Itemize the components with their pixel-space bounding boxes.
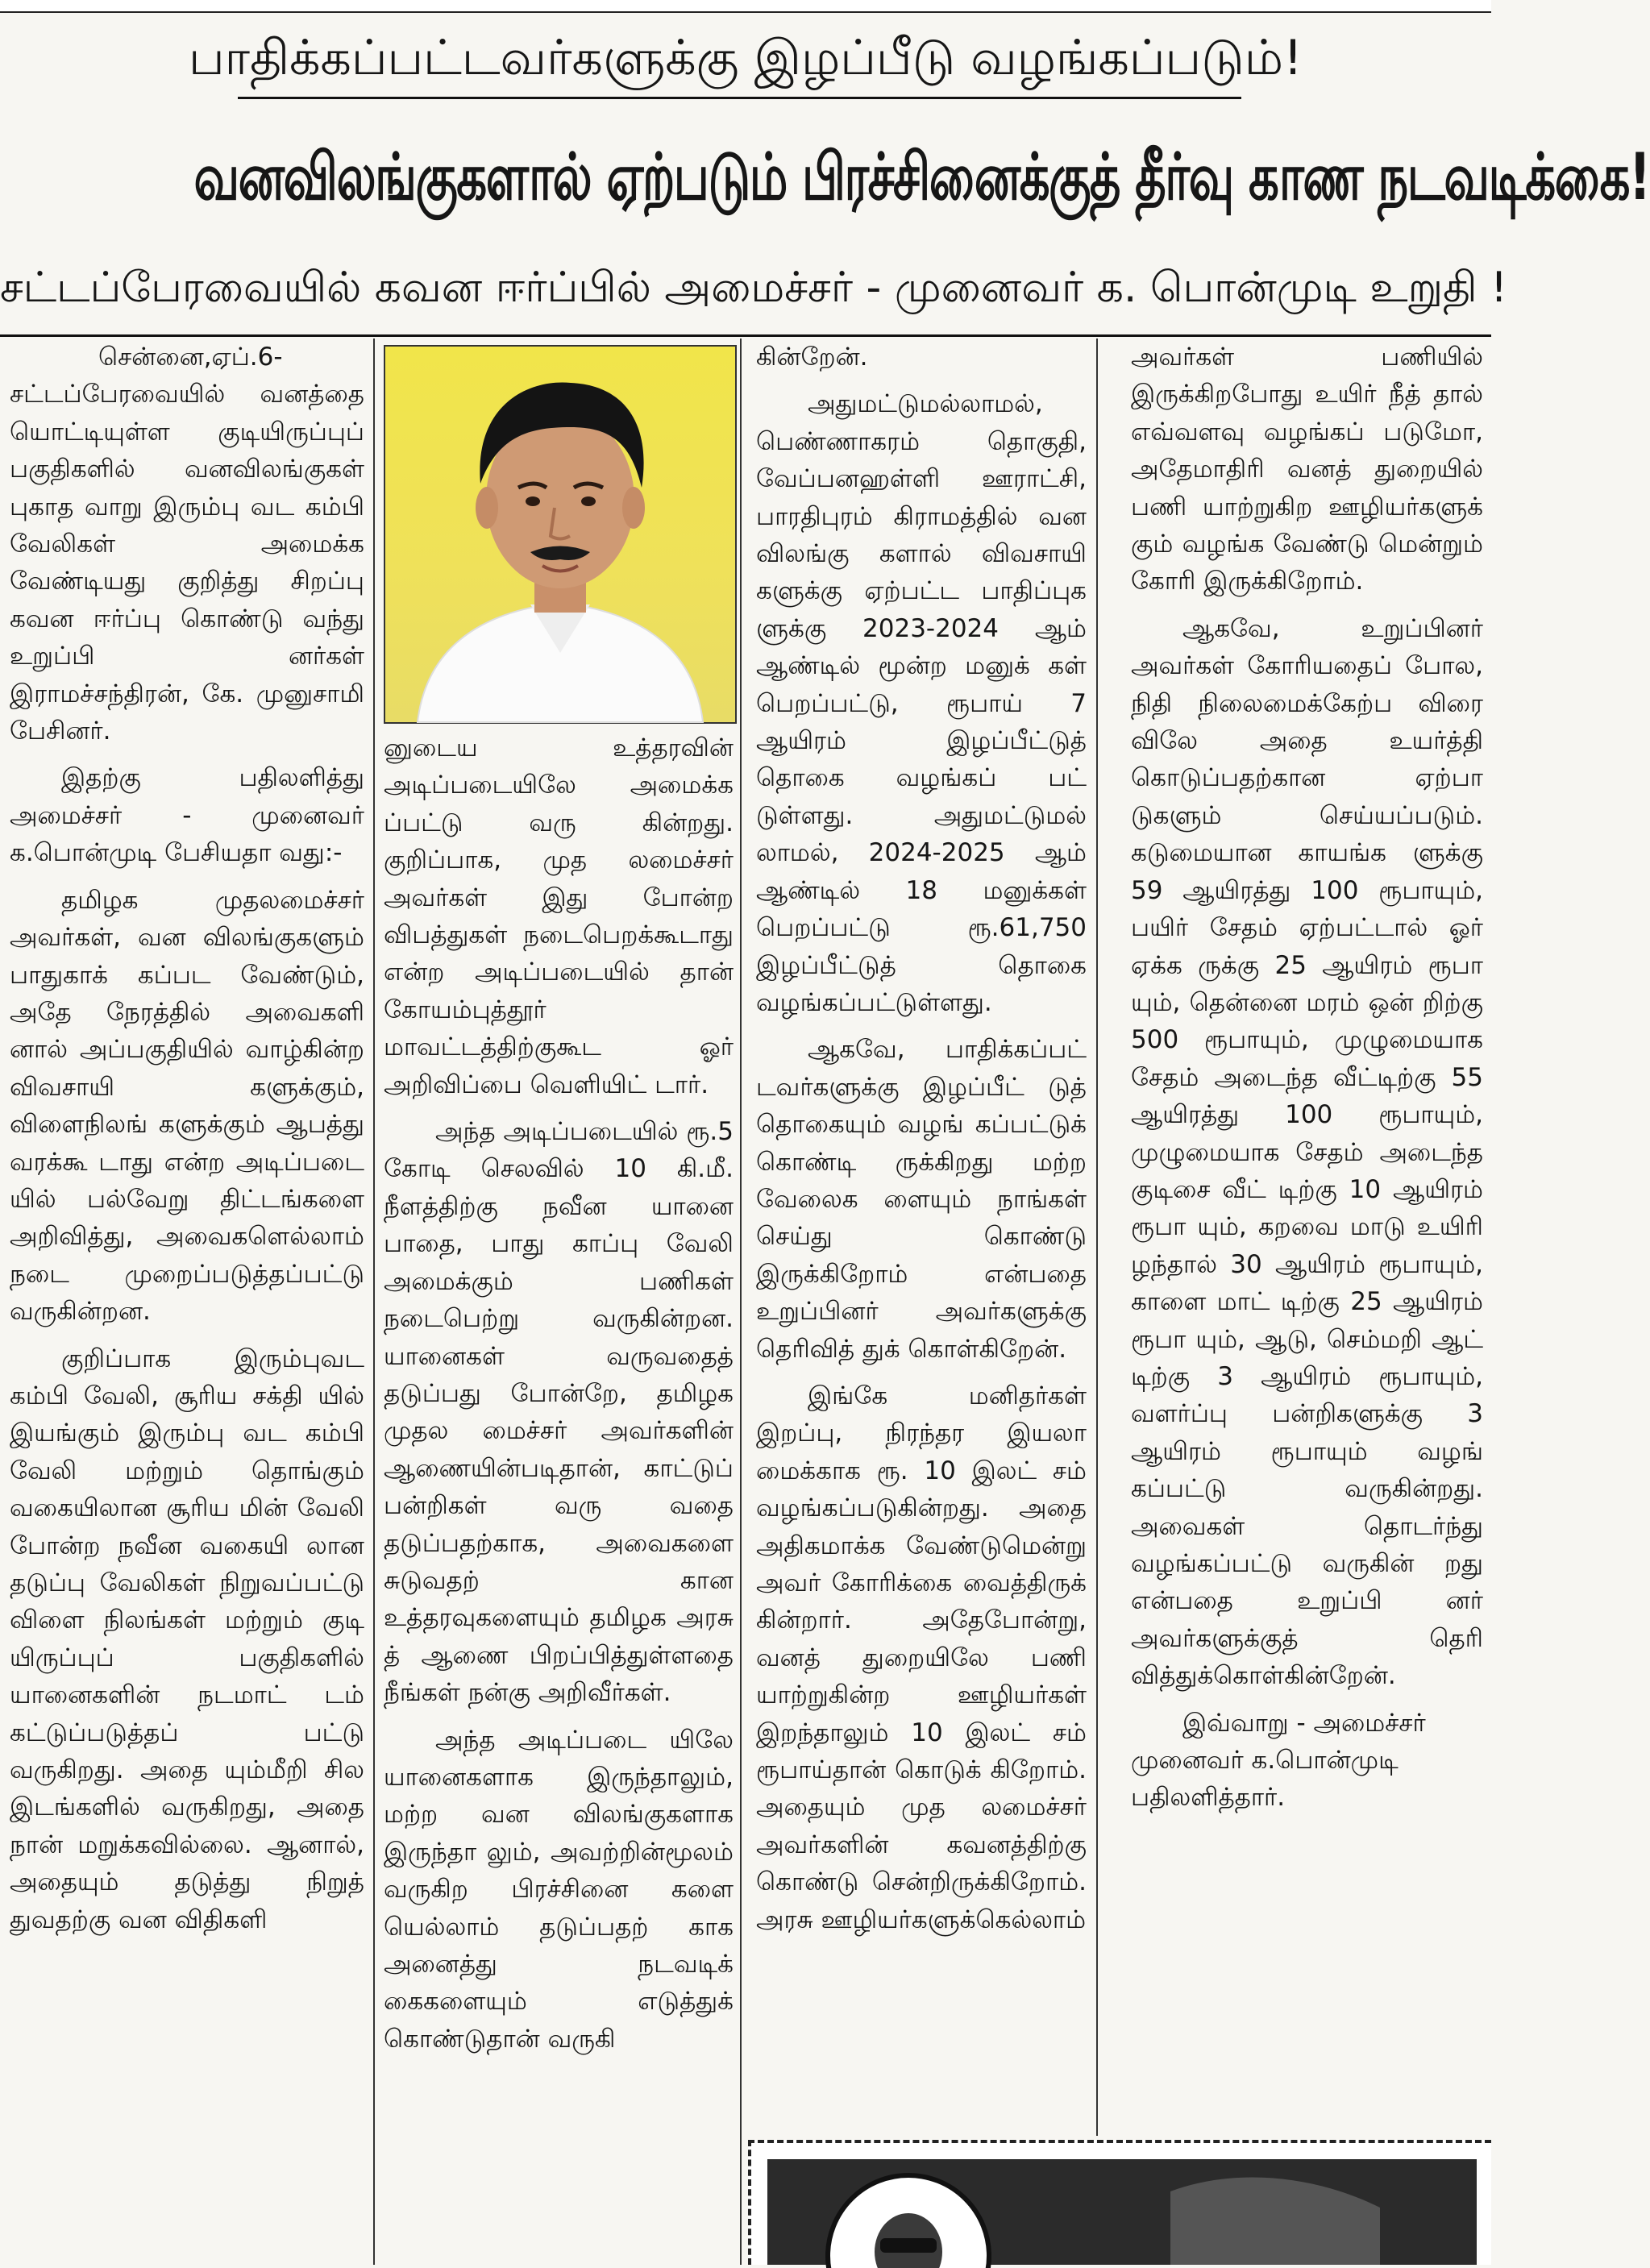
kicker-underline bbox=[238, 97, 1241, 99]
paragraph: சென்னை,ஏப்.6- சட்டப்பேரவையில் வனத்தை யொட்டியுள்ள குடியிருப்புப் பகுதிகளில் வனவிலங்குகள் புகாத வாறு இரும்பு வட கம்பி வேலிகள் அமைக்க வேண்டியது குறித்து சிறப்பு கவன ஈர்ப்பு கொண்டு வந்து உறுப்பி னர்கள் இராமச்சந்திரன், கே. முனுசாமி பேசினர். bbox=[10, 343, 364, 746]
header-divider bbox=[0, 334, 1491, 337]
article-column-1 bbox=[10, 339, 364, 2265]
main-headline: வனவிலங்குகளால் ஏற்படும் பிரச்சினைக்குத் தீர்வு காண நடவடிக்கை! bbox=[193, 139, 1650, 214]
column-divider bbox=[740, 339, 742, 2265]
sub-headline: சட்டப்பேரவையில் கவன ஈர்ப்பில் அமைச்சர் - முனைவர் க. பொன்முடி உறுதி ! bbox=[0, 264, 1508, 312]
paragraph: கின்றேன். bbox=[756, 343, 868, 372]
paragraph: அதுமட்டுமல்லாமல், பெண்ணாகரம் தொகுதி, வேப்பனஹள்ளி ஊராட்சி, பாரதிபுரம் கிராமத்தில் வன விலங்கு களால் விவசாயி களுக்கு ஏற்பட்ட பாதிப்புக ளுக்கு 2023-2024 ஆம் ஆண்டில் மூன்ற மனுக் கள் பெறப்பட்டு, ரூபாய் 7 ஆயிரம் இழப்பீட்டுத் தொகை வழங்கப் பட் டுள்ளது. அதுமட்டுமல் லாமல், 2024-2025 ஆம் ஆண்டில் 18 மனுக்கள் பெறப்பட்டு ரூ.61,750 இழப்பீட்டுத் தொகை வழங்கப்பட்டுள்ளது. bbox=[756, 389, 1087, 1017]
article-column-2 bbox=[384, 729, 734, 2265]
paragraph: இவ்வாறு - அமைச்சர் முனைவர் க.பொன்முடி பதிலளித்தார். bbox=[1131, 1708, 1426, 1813]
paragraph: அவர்கள் பணியில் இருக்கிறபோது உயிர் நீத் தால் எவ்வளவு வழங்கப் படுமோ, அதேமாதிரி வனத் துறையில் பணி யாற்றுகிற ஊழியர்களுக் கும் வழங்க வேண்டு மென்றும் கோரி இருக்கிறோம். bbox=[1131, 343, 1483, 596]
paragraph: குறிப்பாக இரும்புவட கம்பி வேலி, சூரிய சக்தி யில் இயங்கும் இரும்பு வட கம்பி வேலி மற்றும் தொங்கும் வகையிலான சூரிய மின் வேலி போன்ற நவீன வகையி லான தடுப்பு வேலிகள் நிறுவப்பட்டு விளை நிலங்கள் மற்றும் குடி யிருப்புப் பகுதிகளில் யானைகளின் நடமாட் டம் கட்டுப்படுத்தப் பட்டு வருகிறது. அதை யும்மீறி சில இடங்களில் வருகிறது, அதை நான் மறுக்கவில்லை. ஆனால், அதையும் தடுத்து நிறுத் துவதற்கு வன விதிகளி bbox=[10, 1344, 364, 1934]
paragraph: தமிழக முதலமைச்சர் அவர்கள், வன விலங்குகளும் பாதுகாக் கப்பட வேண்டும், அதே நேரத்தில் அவைகளி னால் அப்பகுதியில் வாழ்கின்ற விவசாயி களுக்கும், விளைநிலங் களுக்கும் ஆபத்து வரக்கூ டாது என்ற அடிப்படை யில் பல்வேறு திட்டங்களை அறிவித்து, அவைகளெல்லாம் நடை முறைப்படுத்தப்பட்டு வருகின்றன. bbox=[10, 885, 364, 1327]
advertisement-graphic bbox=[751, 2143, 1491, 2265]
paragraph: இதற்கு பதிலளித்து அமைச்சர் - முனைவர் க.பொன்முடி பேசியதா வது:- bbox=[10, 763, 364, 868]
minister-photo bbox=[384, 345, 737, 724]
paragraph: அந்த அடிப்படையில் ரூ.5 கோடி செலவில் 10 கி.மீ. நீளத்திற்கு நவீன யானை பாதை, பாது காப்பு வேலி அமைக்கும் பணிகள் நடைபெற்று வருகின்றன. யானைகள் வருவதைத் தடுப்பது போன்றே, தமிழக முதல மைச்சர் அவர்களின் ஆணையின்படிதான், காட்டுப் பன்றிகள் வரு வதை தடுப்பதற்காக, அவைகளை சுடுவதற் கான உத்தரவுகளையும் தமிழக அரசு த் ஆணை பிறப்பித்துள்ளதை நீங்கள் நன்கு அறிவீர்கள். bbox=[384, 1117, 734, 1708]
paragraph: ஆகவே, உறுப்பினர் அவர்கள் கோரியதைப் போல, நிதி நிலைமைக்கேற்ப விரை விலே அதை உயர்த்தி கொடுப்பதற்கான ஏற்பா டுகளும் செய்யப்படும். கடுமையான காயங்க ளுக்கு 59 ஆயிரத்து 100 ரூபாயும், பயிர் சேதம் ஏற்பட்டால் ஓர் ஏக்க ருக்கு 25 ஆயிரம் ரூபா யும், தென்னை மரம் ஒன் றிற்கு 500 ரூபாயும், முழுமையாக சேதம் அடைந்த வீட்டிற்கு 55 ஆயிரத்து 100 ரூபாயும், முழுமையாக சேதம் அடைந்த குடிசை வீட் டிற்கு 10 ஆயிரம் ரூபா யும், கறவை மாடு உயிரி ழந்தால் 30 ஆயிரம் ரூபாயும், காளை மாட் டிற்கு 25 ஆயிரம் ரூபா யும், ஆடு, செம்மறி ஆட் டிற்கு 3 ஆயிரம் ரூபாயும், வளர்ப்பு பன்றிகளுக்கு 3 ஆயிரம் ரூபாயும் வழங் கப்பட்டு வருகின்றது. அவைகள் தொடர்ந்து வழங்கப்பட்டு வருகின் றது என்பதை உறுப்பி னர் அவர்களுக்குத் தெரி வித்துக்கொள்கின்றேன். bbox=[1131, 613, 1483, 1691]
top-strip bbox=[0, 0, 1491, 13]
paragraph: இங்கே மனிதர்கள் இறப்பு, நிரந்தர இயலா மைக்காக ரூ. 10 இலட் சம் வழங்கப்படுகின்றது. அதை அதிகமாக்க வேண்டுமென்று அவர் கோரிக்கை வைத்திருக் கின்றார். அதேபோன்று, வனத் துறையிலே பணி யாற்றுகின்ற ஊழியர்கள் இறந்தாலும் 10 இலட் சம் ரூபாய்தான் கொடுக் கிறோம். அதையும் முத லமைச்சர் அவர்களின் கவனத்திற்கு கொண்டு சென்றிருக்கிறோம். அரசு ஊழியர்களுக்கெல்லாம் bbox=[756, 1381, 1087, 1934]
column-divider bbox=[373, 339, 375, 2265]
column-divider bbox=[1096, 339, 1098, 2136]
paragraph: னுடைய உத்தரவின் அடிப்படையிலே அமைக்க ப்பட்டு வரு கின்றது. குறிப்பாக, முத லமைச்சர் அவர்கள் இது போன்ற விபத்துகள் நடைபெறக்கூடாது என்ற அடிப்படையில் தான் கோயம்புத்தூர் மாவட்டத்திற்குகூட ஓர் அறிவிப்பை வெளியிட் டார். bbox=[384, 733, 734, 1099]
portrait-illustration bbox=[385, 347, 735, 722]
kicker-heading: பாதிக்கப்பட்டவர்களுக்கு இழப்பீடு வழங்கப்படும்! bbox=[188, 30, 1303, 86]
paragraph: ஆகவே, பாதிக்கப்பட் டவர்களுக்கு இழப்பீட் டுத் தொகையும் வழங் கப்பட்டுக் கொண்டி ருக்கிறது மற்ற வேலைக ளையும் நாங்கள் செய்து கொண்டு இருக்கிறோம் என்பதை உறுப்பினர் அவர்களுக்கு தெரிவித் துக் கொள்கிறேன். bbox=[756, 1035, 1087, 1364]
advertisement-box bbox=[748, 2140, 1491, 2265]
article-column-3 bbox=[756, 339, 1087, 2128]
article-column-4 bbox=[1131, 339, 1483, 2128]
paragraph: அந்த அடிப்படை யிலே யானைகளாக இருந்தாலும், மற்ற வன விலங்குகளாக இருந்தா லும், அவற்றின்மூலம் வருகிற பிரச்சினை களை யெல்லாம் தடுப்பதற் காக அனைத்து நடவடிக் கைகளையும் எடுத்துக் கொண்டுதான் வருகி bbox=[384, 1725, 734, 2054]
